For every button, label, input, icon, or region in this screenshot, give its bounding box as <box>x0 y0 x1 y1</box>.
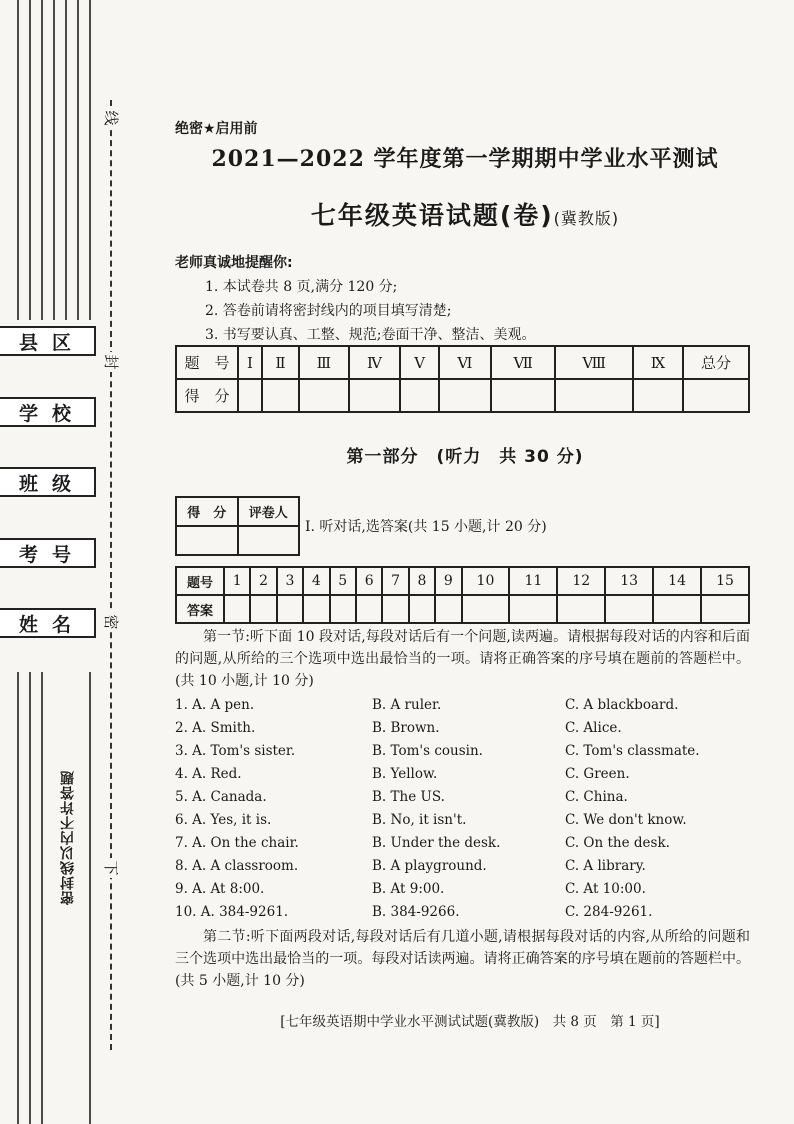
section1-instructions: 第一节:听下面 10 段对话,每段对话后有一个问题,读两遍。请根据每段对话的内容和后面的问题,从所给的三个选项中选出最恰当的一项。请将正确答案的序号填在题前的答题栏中。(共 10 小题,计 10 分) <box>175 629 750 689</box>
score-cell[interactable] <box>633 379 683 412</box>
score-col: Ⅸ <box>633 346 683 379</box>
option-b[interactable]: B. Yellow. <box>372 766 438 782</box>
option-c[interactable]: C. 284-9261. <box>565 904 653 920</box>
option-a[interactable]: 7. A. On the chair. <box>175 835 299 851</box>
confidential-label: 绝密★启用前 <box>175 121 258 137</box>
field-name[interactable]: 姓名 <box>0 608 96 638</box>
score-cell[interactable] <box>238 379 262 412</box>
question-row <box>175 904 750 926</box>
score-cell[interactable] <box>555 379 633 412</box>
answer-cell[interactable] <box>435 595 461 623</box>
question-number: 7 <box>382 567 408 595</box>
exam-subtitle-main: 七年级英语试题(卷) <box>310 201 554 230</box>
score-cell[interactable] <box>491 379 556 412</box>
score-col: Ⅲ <box>299 346 349 379</box>
section2-instructions: 第二节:听下面两段对话,每段对话后有几道小题,请根据每段对话的内容,从所给的问题和三个选项中选出最恰当的一项。每段对话读两遍。请将正确答案的序号填在题前的答题栏中。(共 5 小题,计 10 分) <box>175 929 750 989</box>
answer-cell[interactable] <box>382 595 408 623</box>
question-number: 8 <box>409 567 435 595</box>
grader-name-label: 评卷人 <box>238 497 300 526</box>
section-one-title: Ⅰ. 听对话,选答案(共 15 小题,计 20 分) <box>305 519 547 535</box>
option-a[interactable]: 3. A. Tom's sister. <box>175 743 296 759</box>
option-a[interactable]: 5. A. Canada. <box>175 789 267 805</box>
score-col: Ⅷ <box>555 346 633 379</box>
exam-subtitle <box>175 196 755 232</box>
option-b[interactable]: B. Tom's cousin. <box>372 743 483 759</box>
option-c[interactable]: C. Tom's classmate. <box>565 743 700 759</box>
question-number: 14 <box>653 567 701 595</box>
question-row <box>175 697 750 719</box>
seal-char-mi: 密 <box>101 612 121 632</box>
binding-strip <box>0 0 118 1124</box>
option-a[interactable]: 4. A. Red. <box>175 766 242 782</box>
score-cell[interactable] <box>349 379 400 412</box>
option-b[interactable]: B. 384-9266. <box>372 904 460 920</box>
page-footer: [七年级英语期中学业水平测试试题(冀教版) 共 8 页 第 1 页] <box>280 1014 660 1030</box>
question-number: 11 <box>509 567 557 595</box>
question-row <box>175 881 750 903</box>
score-table-header-row <box>176 346 749 379</box>
answer-cell[interactable] <box>250 595 276 623</box>
answer-cell[interactable] <box>701 595 749 623</box>
seal-char-xia: 下 <box>101 858 121 878</box>
option-b[interactable]: B. The US. <box>372 789 445 805</box>
option-c[interactable]: C. A blackboard. <box>565 697 679 713</box>
option-c[interactable]: C. On the desk. <box>565 835 670 851</box>
score-table-score-row <box>176 379 749 412</box>
answer-cell[interactable] <box>356 595 382 623</box>
score-cell[interactable] <box>400 379 439 412</box>
question-number: 13 <box>605 567 653 595</box>
question-number: 1 <box>224 567 250 595</box>
option-c[interactable]: C. Alice. <box>565 720 622 736</box>
reminder-item: 1. 本试卷共 8 页,满分 120 分; <box>205 279 398 295</box>
score-cell[interactable] <box>262 379 299 412</box>
option-c[interactable]: C. A library. <box>565 858 646 874</box>
score-row-label: 题 号 <box>176 346 238 379</box>
question-number: 4 <box>303 567 329 595</box>
reminder-heading: 老师真诚地提醒你: <box>175 255 293 271</box>
question-number: 15 <box>701 567 749 595</box>
question-row <box>175 720 750 742</box>
question-number: 9 <box>435 567 461 595</box>
answer-table-number-row <box>176 567 749 595</box>
option-a[interactable]: 1. A. A pen. <box>175 697 255 713</box>
seal-notice: 密封线以内不许答题 <box>60 770 76 905</box>
answer-row-label: 答案 <box>176 595 224 623</box>
question-row <box>175 858 750 880</box>
question-row <box>175 743 750 765</box>
option-a[interactable]: 10. A. 384-9261. <box>175 904 289 920</box>
question-row <box>175 812 750 834</box>
field-exam-number[interactable]: 考号 <box>0 538 96 568</box>
answer-table-answer-row <box>176 595 749 623</box>
option-c[interactable]: C. Green. <box>565 766 630 782</box>
question-row <box>175 789 750 811</box>
part-one-title: 第一部分 (听力 共 30 分) <box>346 447 584 467</box>
question-number: 10 <box>462 567 510 595</box>
answer-cell[interactable] <box>409 595 435 623</box>
question-row <box>175 835 750 857</box>
option-a[interactable]: 9. A. At 8:00. <box>175 881 265 897</box>
grader-name-cell[interactable] <box>238 526 300 555</box>
score-table <box>175 345 750 413</box>
question-number: 6 <box>356 567 382 595</box>
seal-char-xian: 线 <box>101 108 121 128</box>
answer-cell[interactable] <box>303 595 329 623</box>
answer-cell[interactable] <box>277 595 303 623</box>
score-cell-total[interactable] <box>683 379 749 412</box>
score-col: Ⅱ <box>262 346 299 379</box>
option-a[interactable]: 8. A. A classroom. <box>175 858 299 874</box>
option-c[interactable]: C. At 10:00. <box>565 881 646 897</box>
answer-cell[interactable] <box>330 595 356 623</box>
question-number: 2 <box>250 567 276 595</box>
option-a[interactable]: 6. A. Yes, it is. <box>175 812 272 828</box>
answer-table <box>175 566 750 624</box>
grader-box <box>175 496 300 556</box>
score-col: Ⅵ <box>439 346 491 379</box>
option-c[interactable]: C. China. <box>565 789 628 805</box>
option-b[interactable]: B. Under the desk. <box>372 835 501 851</box>
score-row-label: 得 分 <box>176 379 238 412</box>
answer-cell[interactable] <box>605 595 653 623</box>
answer-row-label: 题号 <box>176 567 224 595</box>
option-b[interactable]: B. No, it isn't. <box>372 812 467 828</box>
option-b[interactable]: B. A playground. <box>372 858 487 874</box>
question-row <box>175 766 750 788</box>
option-c[interactable]: C. We don't know. <box>565 812 687 828</box>
answer-cell[interactable] <box>557 595 605 623</box>
option-b[interactable]: B. A ruler. <box>372 697 442 713</box>
seal-dashed-line <box>110 100 112 1050</box>
score-col: Ⅰ <box>238 346 262 379</box>
option-a[interactable]: 2. A. Smith. <box>175 720 256 736</box>
option-b[interactable]: B. Brown. <box>372 720 440 736</box>
question-number: 5 <box>330 567 356 595</box>
answer-cell[interactable] <box>224 595 250 623</box>
exam-edition: (冀教版) <box>553 209 620 228</box>
exam-title: 2021—2022 学年度第一学期期中学业水平测试 <box>211 146 719 172</box>
reminder-item: 2. 答卷前请将密封线内的项目填写清楚; <box>205 303 452 319</box>
answer-cell[interactable] <box>653 595 701 623</box>
question-number: 12 <box>557 567 605 595</box>
grader-score-label: 得 分 <box>176 497 238 526</box>
field-class[interactable]: 班级 <box>0 467 96 497</box>
answer-cell[interactable] <box>462 595 510 623</box>
seal-char-feng: 封 <box>101 352 121 372</box>
score-col-total: 总分 <box>683 346 749 379</box>
question-number: 3 <box>277 567 303 595</box>
grader-score-cell[interactable] <box>176 526 238 555</box>
option-b[interactable]: B. At 9:00. <box>372 881 445 897</box>
field-school[interactable]: 学校 <box>0 397 96 427</box>
score-col: Ⅳ <box>349 346 400 379</box>
score-cell[interactable] <box>439 379 491 412</box>
reminder-item: 3. 书写要认真、工整、规范;卷面干净、整洁、美观。 <box>205 327 536 343</box>
score-col: Ⅴ <box>400 346 439 379</box>
score-cell[interactable] <box>299 379 349 412</box>
answer-cell[interactable] <box>509 595 557 623</box>
field-county[interactable]: 县区 <box>0 326 96 356</box>
score-col: Ⅶ <box>491 346 556 379</box>
